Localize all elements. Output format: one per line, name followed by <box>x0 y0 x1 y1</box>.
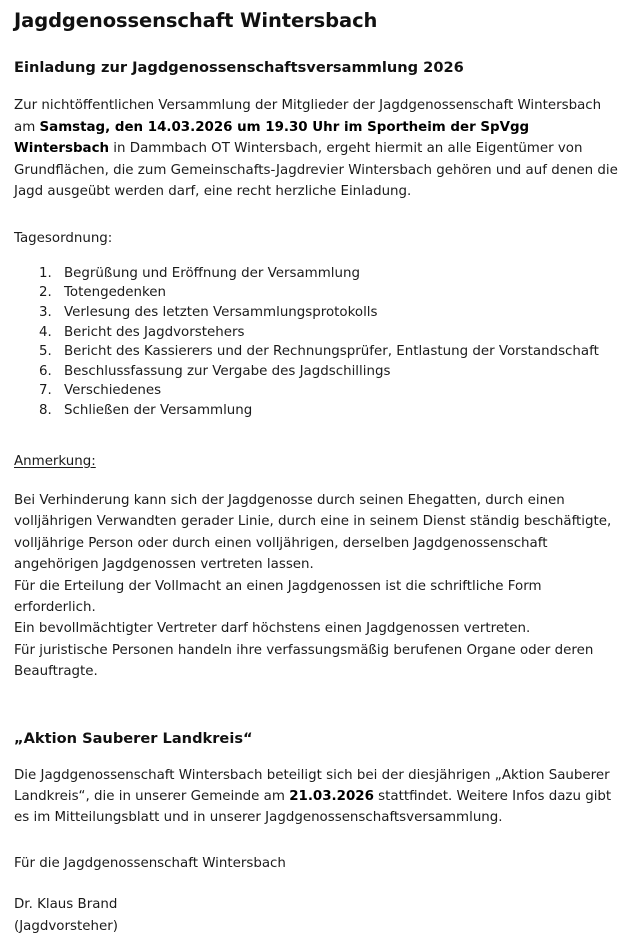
note-label-text: Anmerkung: <box>14 453 96 469</box>
note-line: Ein bevollmächtigter Vertreter darf höchstens einen Jagdgenossen vertreten. <box>14 621 531 637</box>
intro-paragraph <box>14 78 621 202</box>
invitation-subtitle: Einladung zur Jagdgenossenschaftsversammlung 2026 <box>14 59 464 77</box>
page-title: Jagdgenossenschaft Wintersbach <box>14 9 378 32</box>
list-item: 4. Bericht des Jagdvorstehers <box>56 323 621 343</box>
aktion-text-before: Die Jagdgenossenschaft Wintersbach beteiligt sich bei der diesjährigen „Aktion Sauberer Landkreis“, die in unserer Gemeinde am <box>14 767 610 804</box>
closing-line: Für die Jagdgenossenschaft Wintersbach <box>14 855 286 871</box>
note-paragraph <box>14 472 621 683</box>
note-label <box>14 421 621 472</box>
list-item: 3. Verlesung des letzten Versammlungsprotokolls <box>56 303 621 323</box>
aktion-date: 21.03.2026 <box>289 788 374 804</box>
list-item: 5. Bericht des Kassierers und der Rechnungsprüfer, Entlastung der Vorstandschaft <box>56 342 621 362</box>
aktion-paragraph <box>14 749 621 829</box>
intro-text-after: in Dammbach OT Wintersbach, ergeht hiermit an alle Eigentümer von Grundflächen, die zum Gemeinschafts-Jagdrevier Wintersbach gehören und auf denen die Jagd ausgeübt werden darf, eine recht herzliche Einladung. <box>14 141 618 199</box>
agenda-list <box>14 250 621 421</box>
signature-block <box>14 874 621 937</box>
list-item: 1. Begrüßung und Eröffnung der Versammlung <box>56 264 621 284</box>
list-item: 2. Totengedenken <box>56 283 621 303</box>
meeting-datetime: Samstag, den 14.03.2026 um 19.30 Uhr im Sportheim der SpVgg Wintersbach <box>14 119 530 157</box>
agenda-label: Tagesordnung: <box>14 231 113 247</box>
aktion-text-after: stattfindet. Weitere Infos dazu gibt es im Mitteilungsblatt und in unserer Jagdgenossenschaftsversammlung. <box>14 788 612 826</box>
list-item: 7. Verschiedenes <box>56 381 621 401</box>
list-item: 8. Schließen der Versammlung <box>56 401 621 421</box>
note-line: Für juristische Personen handeln ihre verfassungsmäßig berufenen Organe oder deren Beauftragte. <box>14 642 594 680</box>
intro-text-before: Zur nichtöffentlichen Versammlung der Mitglieder der Jagdgenossenschaft Wintersbach am <box>14 98 602 135</box>
note-line: Für die Erteilung der Vollmacht an einen Jagdgenossen ist die schriftliche Form erforderlich. <box>14 578 542 615</box>
signer-role: (Jagdvorsteher) <box>14 918 118 934</box>
note-line: Bei Verhinderung kann sich der Jagdgenosse durch seinen Ehegatten, durch einen volljährigen Verwandten gerader Linie, durch eine in seinem Dienst ständig beschäftigte, volljährige Person oder durch einen volljährigen, derselben Jagdgenossenschaft angehörigen Jagdgenossen vertreten lassen. <box>14 492 612 573</box>
list-item: 6. Beschlussfassung zur Vergabe des Jagdschillings <box>56 362 621 382</box>
signer-name: Dr. Klaus Brand <box>14 897 118 913</box>
aktion-heading: „Aktion Sauberer Landkreis“ <box>14 729 253 747</box>
